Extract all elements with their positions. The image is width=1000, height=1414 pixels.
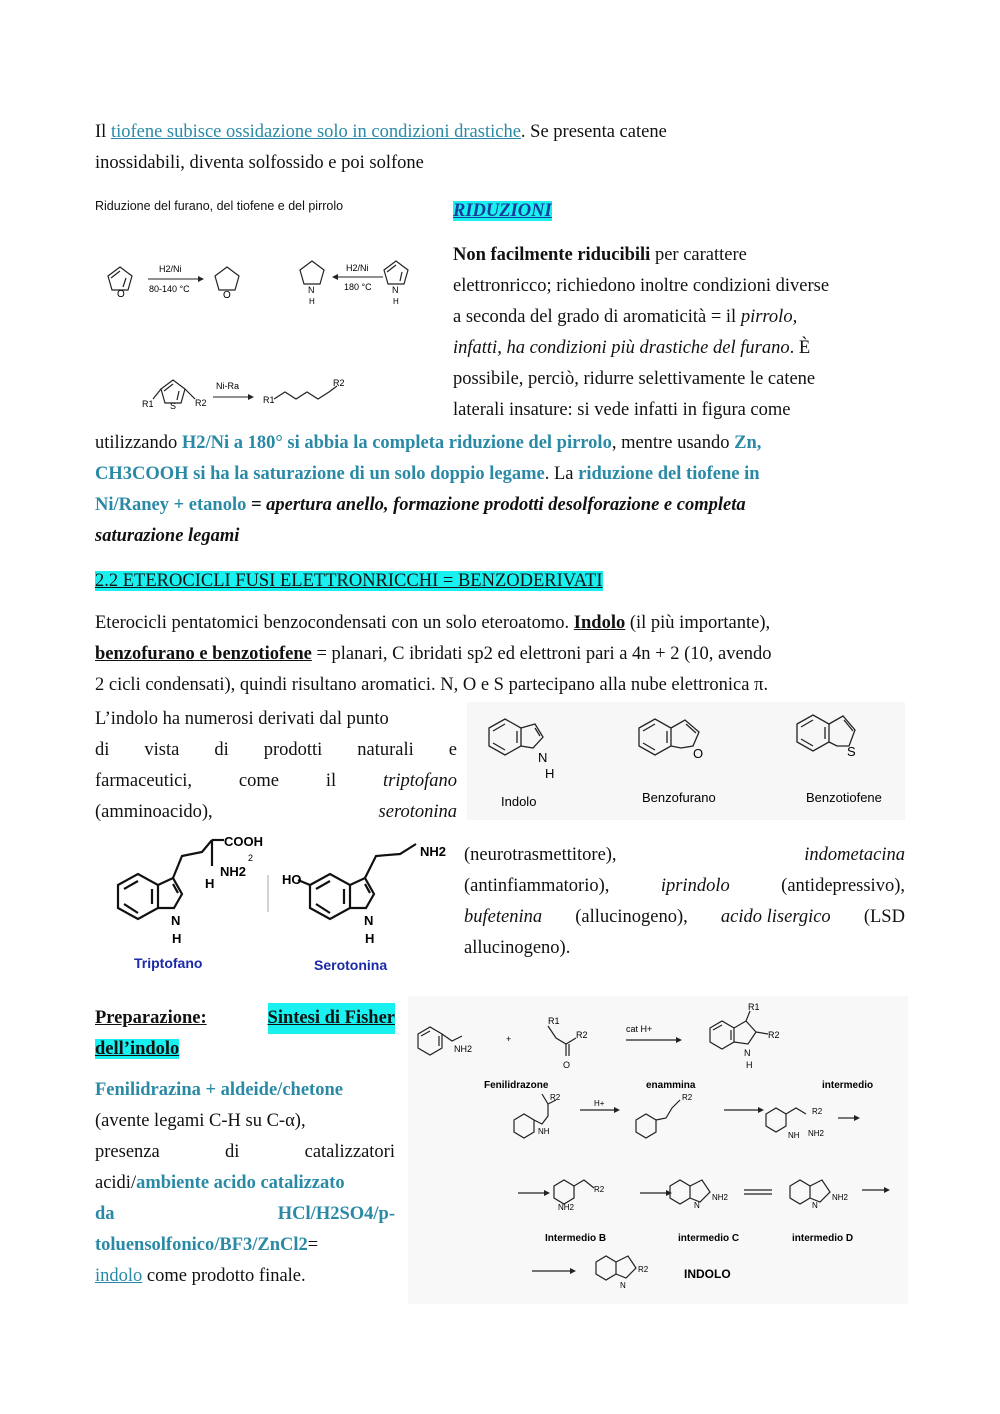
prep-line-9: come prodotto finale. xyxy=(142,1266,306,1286)
intermedio-c-label: intermedio C xyxy=(678,1233,740,1244)
derivati-right-line-3-rest: (LSD xyxy=(863,907,905,927)
dell-indolo-highlight: dell’indolo xyxy=(95,1039,180,1059)
riduzioni-line-6: laterali insature: si vede infatti in figura come xyxy=(453,400,791,420)
prep-row-1 xyxy=(95,1003,395,1034)
derivati-right-row-4 xyxy=(464,933,905,964)
pyrrole-n-atom: N xyxy=(392,285,399,295)
riduzioni-line-9: = apertura anello, formazione prodotti desolforazione e completa xyxy=(246,495,746,515)
thf-o-atom: O xyxy=(223,290,231,301)
row2b-r2: R2 xyxy=(682,1093,693,1102)
prep-equals: = xyxy=(307,1235,319,1255)
row3-r2: R2 xyxy=(594,1185,605,1194)
benzotiofene-s: S xyxy=(847,744,856,759)
prep-row-5: presenza di catalizzatori xyxy=(95,1142,395,1162)
indole-n: N xyxy=(744,1048,751,1058)
riduzioni-heading: RIDUZIONI xyxy=(453,201,552,221)
intro-text-start: Il xyxy=(95,122,111,142)
riduzioni-line-4-italic: infatti, ha condizioni più drastiche del furano xyxy=(453,338,790,358)
section-line-1-rest: (il più importante), xyxy=(625,613,771,633)
pyrrolidine-n-atom: N xyxy=(308,285,315,295)
row2c-nh: NH xyxy=(788,1131,800,1140)
zn-highlight: Zn, xyxy=(734,433,762,453)
benzo-heterocycles-figure xyxy=(467,702,905,820)
reduction-figure xyxy=(93,196,443,421)
derivati-right-line-2: (antinfiammatorio), xyxy=(464,876,610,896)
derivati-right-row-2 xyxy=(464,871,905,902)
triptofano-n: N xyxy=(171,913,181,928)
indometacina-term: indometacina xyxy=(804,845,905,865)
derivati-text-right xyxy=(464,840,905,964)
triptofano-serotonina-figure xyxy=(100,830,455,980)
pyrrole-h-atom: H xyxy=(393,297,399,306)
figure-number: 2 xyxy=(248,853,254,863)
row3b-n: N xyxy=(694,1201,700,1210)
row2c-nh2: NH2 xyxy=(808,1129,825,1138)
derivati-row-2: di vista di prodotti naturali e xyxy=(95,740,457,760)
row2-r2: R2 xyxy=(550,1093,561,1102)
tiofene-reduction-highlight: riduzione del tiofene in xyxy=(578,464,760,484)
row4-n: N xyxy=(620,1281,626,1290)
row3c-nh3: NH2 xyxy=(832,1193,849,1202)
indole-r2: R2 xyxy=(768,1030,780,1040)
triptofano-label: Triptofano xyxy=(134,955,203,971)
prep-row-6 xyxy=(95,1168,395,1199)
prep-row-8 xyxy=(95,1230,395,1261)
intro-text-rest: . Se presenta catene xyxy=(520,122,667,142)
pyrrole-structure xyxy=(384,261,408,284)
iprindolo-term: iprindolo xyxy=(660,876,730,896)
derivati-row-4: (amminoacido), serotonina xyxy=(95,797,457,828)
ambiente-acido-highlight: ambiente acido catalizzato xyxy=(136,1173,345,1193)
fenilidrazina-line: Fenilidrazina + aldeide/chetone xyxy=(95,1080,343,1100)
section-paragraph xyxy=(95,608,905,701)
indolo-link[interactable]: indolo xyxy=(95,1266,143,1286)
prep-line-4: (avente legami C-H su C-α), xyxy=(95,1111,306,1131)
indole-h: H xyxy=(746,1060,753,1070)
triptofano-term: triptofano xyxy=(382,771,457,791)
serotonina-label: Serotonina xyxy=(314,957,388,973)
alkane-r1: R1 xyxy=(263,395,275,405)
ch3cooh-highlight: CH3COOH si ha la saturazione di un solo doppio legame xyxy=(95,464,545,484)
indolo-structure xyxy=(489,719,543,755)
derivati-right-line-1: (neurotrasmettitore), xyxy=(464,845,617,865)
catalizzatori-highlight: toluensolfonico/BF3/ZnCl2 xyxy=(95,1235,308,1255)
benzo-heterocycles-svg xyxy=(467,702,905,820)
derivati-right-row-1 xyxy=(464,840,905,871)
riduzioni-line-7: utilizzando xyxy=(95,433,182,453)
prep-row-9 xyxy=(95,1261,395,1292)
prep-label: Preparazione: xyxy=(95,1008,207,1028)
reduction-figure-title: Riduzione del furano, del tiofene e del pirrolo xyxy=(95,199,344,213)
thiophene-r1: R1 xyxy=(142,399,154,409)
riduzioni-block xyxy=(453,196,905,227)
derivati-row-3: farmaceutici, come il triptofano xyxy=(95,766,457,797)
indolo-final-label: INDOLO xyxy=(684,1267,731,1281)
riduzioni-line-1: per carattere xyxy=(650,245,747,265)
section-heading: 2.2 ETEROCICLI FUSI ELETTRONRICCHI = BENZODERIVATI xyxy=(95,571,603,591)
riduzioni-text xyxy=(453,240,905,426)
fisher-mechanism-figure xyxy=(408,996,908,1304)
prep-row-2 xyxy=(95,1034,395,1065)
serotonina-n: N xyxy=(364,913,374,928)
cond-1-top: H2/Ni xyxy=(159,264,182,274)
plus-sign: + xyxy=(506,1034,512,1044)
cat-h-label: cat H+ xyxy=(626,1024,653,1034)
intermedio-b-label: Intermedio B xyxy=(545,1233,607,1244)
benzotiofene-label: Benzotiofene xyxy=(806,790,882,805)
benzofurano-structure xyxy=(639,719,699,755)
section-line-3: 2 cicli condensati), quindi risultano aromatici. N, O e S partecipano alla nube elettronica π. xyxy=(95,675,769,695)
riduzioni-line-5: possibile, perciò, ridurre selettivamente le catene xyxy=(453,369,816,389)
reduction-scheme-svg xyxy=(93,196,443,421)
indolo-label: Indolo xyxy=(501,794,537,809)
furan-structure xyxy=(108,267,132,290)
cond-1-bottom: 80-140 °C xyxy=(149,284,190,294)
pirrolo-reduction-highlight: H2/Ni a 180° si abbia la completa riduzione del pirrolo xyxy=(181,433,612,453)
triptofano-nh2: NH2 xyxy=(220,864,247,879)
triptofano-cooh: COOH xyxy=(224,834,263,849)
derivati-right-line-2-rest: (antidepressivo), xyxy=(781,876,905,896)
riduzioni-bold: Non facilmente riducibili xyxy=(453,245,651,265)
triptofano-serotonina-svg xyxy=(100,830,455,980)
serotonina-nh2: NH2 xyxy=(420,844,447,859)
row3-nh2: NH2 xyxy=(558,1203,575,1212)
riduzioni-line-10: saturazione legami xyxy=(95,526,240,546)
hplus-label: H+ xyxy=(594,1099,605,1108)
carbonyl-o: O xyxy=(563,1060,571,1070)
riduzioni-line-3: a seconda del grado di aromaticità = il xyxy=(453,307,741,327)
riduzioni-line-2: elettronricco; richiedono inoltre condizioni diverse xyxy=(453,276,830,296)
fisher-mechanism-svg xyxy=(408,996,908,1304)
cond-2-top: H2/Ni xyxy=(346,263,369,273)
thf-structure xyxy=(215,267,239,290)
carbonyl-r2: R2 xyxy=(576,1030,588,1040)
derivati-row-1 xyxy=(95,704,457,735)
enammina-label: enammina xyxy=(646,1080,696,1091)
hydrazine-nh2: NH2 xyxy=(454,1044,473,1054)
tiofene-link[interactable]: tiofene subisce ossidazione solo in condizioni drastiche xyxy=(110,122,521,142)
acido-lisergico-term: acido lisergico xyxy=(720,907,831,927)
section-line-1: Eterocicli pentatomici benzocondensati con un solo eteroatomo. xyxy=(95,613,574,633)
triptofano-h-alpha: H xyxy=(205,876,215,891)
thiophene-r2: R2 xyxy=(195,398,207,408)
triptofano-h: H xyxy=(172,931,182,946)
benzofurano-term: benzofurano e benzotiofene xyxy=(95,644,312,664)
riduzioni-line-8: . La xyxy=(544,464,579,484)
benzofurano-o: O xyxy=(693,746,704,761)
riduzioni-line-4: . È xyxy=(789,338,811,358)
pyrrolidine-structure xyxy=(300,261,324,284)
derivati-right-line-4: allucinogeno). xyxy=(464,938,571,958)
row2c-r2: R2 xyxy=(812,1107,823,1116)
cond-2-bottom: 180 °C xyxy=(344,282,372,292)
cond-3-top: Ni-Ra xyxy=(216,381,240,391)
pyrrolidine-h-atom: H xyxy=(309,297,315,306)
section-heading-block xyxy=(95,566,915,597)
indolo-term: Indolo xyxy=(573,613,626,633)
benzofurano-label: Benzofurano xyxy=(642,790,716,805)
prep-row-7: da HCl/H2SO4/p- xyxy=(95,1204,395,1224)
row2-nh: NH xyxy=(538,1127,550,1136)
row4-r2: R2 xyxy=(638,1265,649,1274)
raney-highlight: Ni/Raney + etanolo xyxy=(95,495,247,515)
serotonina-ho: HO xyxy=(282,872,302,887)
derivati-right-row-3 xyxy=(464,902,905,933)
derivati-line-1: L’indolo ha numerosi derivati dal punto xyxy=(95,709,389,729)
indolo-h: H xyxy=(545,766,555,781)
indolo-n: N xyxy=(538,750,548,765)
intermedio-d-label: intermedio D xyxy=(792,1233,854,1244)
thiophene-structure xyxy=(153,380,195,403)
bufetenina-term: bufetenina xyxy=(464,907,543,927)
row3b-nh2: NH2 xyxy=(712,1193,729,1202)
fenilidrazone-label: Fenilidrazone xyxy=(484,1080,549,1091)
carbonyl-r1: R1 xyxy=(548,1016,560,1026)
serotonina-structure xyxy=(298,844,416,919)
serotonina-h: H xyxy=(365,931,375,946)
row3c-n: N xyxy=(812,1201,818,1210)
serotonina-term: serotonina xyxy=(378,802,457,822)
thiophene-s-atom: S xyxy=(170,401,177,411)
preparazione-block xyxy=(95,1003,395,1292)
intermedio-label: intermedio xyxy=(822,1080,874,1091)
intro-paragraph xyxy=(95,117,905,179)
derivati-text-left xyxy=(95,704,457,828)
riduzioni-line-3-italic: pirrolo, xyxy=(740,307,798,327)
riduzioni-line-7-mid: , mentre usando xyxy=(611,433,735,453)
sintesi-fisher-highlight: Sintesi di Fisher xyxy=(268,1003,395,1034)
prep-row-4 xyxy=(95,1106,395,1137)
riduzioni-continued xyxy=(95,428,915,552)
prep-row-3 xyxy=(95,1075,395,1106)
furan-o-atom: O xyxy=(117,289,125,300)
indole-r1: R1 xyxy=(748,1002,760,1012)
intro-line-2: inossidabili, diventa solfossido e poi solfone xyxy=(95,153,424,173)
section-line-2: = planari, C ibridati sp2 ed elettroni pari a 4n + 2 (10, avendo xyxy=(311,644,772,664)
derivati-right-line-3: (allucinogeno), xyxy=(575,907,688,927)
prep-line-6a: acidi/ xyxy=(95,1173,137,1193)
alkane-r2: R2 xyxy=(333,378,345,388)
